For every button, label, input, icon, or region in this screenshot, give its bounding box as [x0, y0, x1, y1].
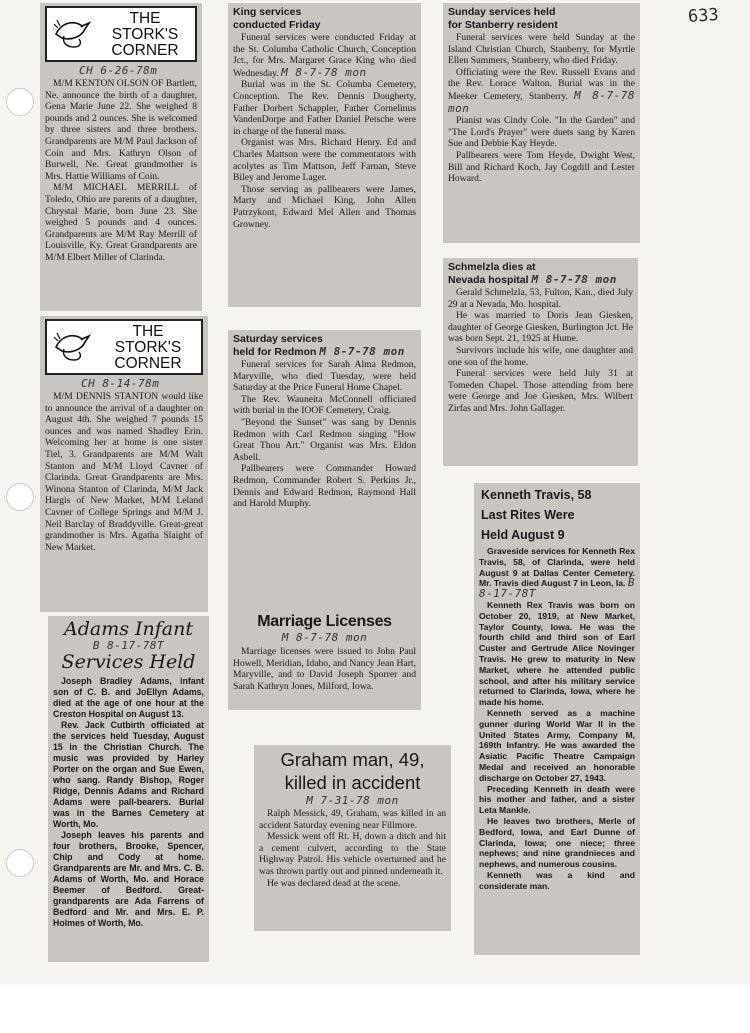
- article-paragraph: Pallbearers were Commander Howard Redmon, Commander Robert S. Perkins Jr., Dennis and Edward Redmon, Raymond Hall and Harold Murphy.: [233, 463, 416, 510]
- storks-corner-banner: [45, 6, 197, 62]
- headline: Saturday services held for Redmon M 8-7-78 mon: [233, 333, 405, 358]
- article-paragraph: He leaves two brothers, Merle of Bedford, Iowa, and Earl Dunne of Clarinda, Iowa; one niece; three nephews; and nine grandnieces and nephews, and numerous cousins.: [479, 815, 635, 870]
- clipping-schmelzla-obituary: [443, 258, 638, 466]
- handwritten-date: M 8-7-78 mon: [281, 65, 367, 79]
- clipping-stanberry-services: [443, 3, 640, 243]
- article-paragraph: Marriage licenses were issued to John Paul Howell, Meridian, Idaho, and Nancy Jean Hart, Maryville, and to David Joseph Sporrer and Sarah Kathryn Jones, Milford, Iowa.: [233, 646, 416, 692]
- handwritten-date: M 7-31-78 mon: [306, 794, 399, 807]
- article-paragraph: Gerald Schmelzla, 53, Fulton, Kan., died July 29 at a Nevada, Mo. hospital.: [448, 287, 633, 310]
- storks-corner-banner: [45, 319, 203, 375]
- article-paragraph: He was married to Doris Jean Giesken, daughter of George Giesken, Burlington Jct. He was born Sept. 21, 1925 at Hume.: [448, 310, 633, 345]
- binder-hole: [6, 483, 34, 511]
- article-paragraph: Preceding Kenneth in death were his mother and father, and a sister Leta Mankle.: [479, 783, 635, 816]
- headline: Adams Infant: [64, 618, 193, 640]
- article-paragraph: Pianist was Cindy Cole. "In the Garden" and "The Lord's Prayer" were duets sang by Karen Sue and Debbie Kay Heyde.: [448, 115, 635, 150]
- stork-icon: [52, 327, 92, 365]
- article-paragraph: Graveside services for Kenneth Rex Travis, 58, of Clarinda, were held August 9 at Dallas Center Cemetery. Mr. Travis died August 7 in Leon, Ia. B 8-17-78T: [479, 546, 636, 601]
- handwritten-date: CH 6-26-78m: [79, 64, 158, 77]
- handwritten-date: M 8-7-78 mon: [531, 272, 617, 286]
- headline: killed in accident: [284, 772, 421, 793]
- clipping-storks-corner-2: [40, 316, 208, 612]
- headline: Marriage Licenses: [257, 613, 392, 630]
- birth-announcement: M/M KENTON OLSON OF Bartlett, Ne. announce the birth of a daughter, Gena Marie June 22. She weighed 8 pounds and 2 ounces. She is welcomed by three sisters and three brothers. Grandparents are M/M Paul Jackson of Coin and Mrs. Kathryn Olson of Burwell, Ne. Great grandmother is Mrs. Hattie Williams of Coin.: [45, 78, 197, 182]
- clipping-king-services: [228, 3, 421, 307]
- article-paragraph: Funeral services were conducted Friday at the St. Columba Catholic Church, Conception Jct., for Mrs. Margaret Grace King who died Wednesday. M 8-7-78 mon: [233, 32, 416, 79]
- article-paragraph: Kenneth served as a machine gunner during World War II in the United States Army, Company M, 169th Infantry. He was awarded the Asiatic Pacific Theatre Campaign Medal and received an honorable discharge on October 27, 1943.: [479, 707, 635, 783]
- article-paragraph: "Beyond the Sunset" was sang by Dennis Redmon with Carl Redmon singing "How Great Thou Art." Organist was Mrs. Eldon Asbell.: [233, 416, 416, 463]
- page-bottom-margin: [0, 985, 750, 1033]
- article-paragraph: Kenneth Rex Travis was born on October 20, 1919, at New Market, Taylor County, Iowa. He was the fourth child and third son of Earl Custer and Gertrude Alice Novinger Travis. He grew to maturity in New Market, where he attended public school, and after his military service returned to Clarinda, Iowa, where he made his home.: [479, 599, 635, 708]
- headline: Schmelzla dies at Nevada hospital M 8-7-78 mon: [448, 261, 617, 286]
- article-paragraph: The Rev. Wauneita McConnell officiated with burial in the IOOF Cemetery, Craig.: [233, 393, 416, 417]
- birth-announcement: M/M DENNIS STANTON would like to announce the arrival of a daughter on August 4th. She weighed 7 pounds 15 ounces and was named Shadley Erin. Welcoming her at home is one sister Tiel, 3. Grandparents are M/M Walt Stanton and M/M Lloyd Cavner of Clarinda. Great Grandparents are Mrs. Winona Stanton of Clarinda, M/M Jack Hargis of New Market, M/M Leland Cavner of College Springs and M/M J. Neil Barclay of Braddyville. Great-great grandmother is Mrs. Agatha Slaight of New Market.: [45, 391, 203, 553]
- article-paragraph: Joseph Bradley Adams, infant son of C. B. and JoEllyn Adams, died at the age of one hour at the Creston Hospital on August 13.: [53, 676, 204, 719]
- page-number: 633: [687, 4, 720, 28]
- clipping-redmon-services: [228, 330, 421, 608]
- article-paragraph: Rev. Jack Cutbirth officiated at the services held Tuesday, August 15 in the Christian Church. The music was provided by Harley Porter on the organ and Sue Ewen, who sang. Randy Bishop, Roger Ridge, Dennis Adams and Richard Adams were pall-bearers. Burial was in the Barnes Cemetery at Worth, Mo.: [53, 720, 204, 829]
- handwritten-date: M 8-7-78 mon: [319, 344, 405, 358]
- headline: Services Held: [61, 651, 196, 673]
- headline: Graham man, 49,: [280, 749, 425, 770]
- article-paragraph: Burial was in the St. Columba Cemetery, Conception. The Rev. Dennis Dougherty, Father Dorbert Schappler, Father Cornelinus VandenDorpe and Father Daniel Petsche were in charge of the funeral mass.: [233, 79, 416, 137]
- clipping-graham-accident: [254, 745, 451, 931]
- article-paragraph: Funeral services were held July 31 at Tomeden Chapel. Those attending from here were George and Joe Giesken, Mrs. Wilbert Zirfas and Mrs. John Gallager.: [448, 368, 633, 414]
- clipping-kenneth-travis: [474, 483, 640, 955]
- article-paragraph: Messick went off Rt. H, down a ditch and hit a cement culvert, according to the State Highway Patrol. His vehicle overturned and he was thrown partly out and pinned underneath it.: [259, 831, 446, 877]
- article-paragraph: Funeral services for Sarah Alma Redmon, Maryville, who died Tuesday, were held Saturday at the Price Funeral Home Chapel.: [233, 359, 416, 394]
- clipping-adams-infant: [48, 616, 209, 962]
- handwritten-date: CH 8-14-78m: [81, 377, 160, 390]
- article-paragraph: Officiating were the Rev. Russell Evans and the Rev. Lorace Walton. Burial was in the Meeker Cemetery, Stanberry. M 8-7-78 mon: [448, 66, 635, 115]
- binder-hole: [6, 88, 34, 116]
- article-paragraph: Kenneth was a kind and considerate man.: [479, 869, 635, 891]
- birth-announcement: M/M MICHAEL MERRILL of Toledo, Ohio are parents of a daughter, Chrystal Marie, born June 23. She weighed 5 pounds and 4 ounces. Grandparents are M/M Ray Merrill of Louisville, Ky. Great Grandparents are M/M Elbert Miller of Clarinda.: [45, 182, 197, 263]
- handwritten-date: M 8-7-78 mon: [448, 88, 635, 115]
- headline: King services conducted Friday: [233, 6, 321, 31]
- headline: Last Rites Were: [481, 508, 575, 522]
- article-paragraph: Funeral services were held Sunday at the Island Christian Church, Stanberry, for Myrtle Ellen Summers, Stanberry, who died Friday.: [448, 32, 635, 67]
- article-paragraph: Organist was Mrs. Richard Henry. Ed and Charles Mattson were the commentators with acolytes as Tim Mattson, Jeff Farnan, Steve Biley and Jerome Lager.: [233, 137, 416, 184]
- article-paragraph: He was declared dead at the scene.: [267, 877, 401, 889]
- handwritten-date: B 8-17-78T: [92, 639, 165, 652]
- clipping-marriage-licenses: [228, 608, 421, 710]
- headline: Sunday services held for Stanberry resident: [448, 6, 558, 31]
- article-paragraph: Ralph Messick, 49, Graham, was killed in an accident Saturday evening near Fillmore.: [259, 808, 446, 831]
- clipping-storks-corner-1: [40, 3, 202, 311]
- binder-hole: [6, 849, 34, 877]
- headline: Held August 9: [481, 528, 565, 542]
- article-paragraph: Those serving as pallbearers were James, Marty and Michael King, John Allen Patrzykont, Edward Mel Allen and Thomas Growney.: [233, 183, 416, 230]
- headline: Kenneth Travis, 58: [481, 488, 592, 502]
- storks-corner-title: THE STORK'S CORNER: [111, 10, 179, 59]
- article-paragraph: Joseph leaves his parents and four brothers, Brooke, Spencer, Chip and Cody at home. Grandparents are Mr. and Mrs. C. B. Adams of Worth, Mo. and Horace Beemer of Bedford. Great-grandparents are Ada Farrens of Bedford and Mr. and Mrs. E. P. Holmes of Worth, Mo.: [53, 830, 204, 928]
- stork-icon: [52, 14, 92, 52]
- storks-corner-title: THE STORK'S CORNER: [114, 323, 182, 372]
- article-paragraph: Survivors include his wife, one daughter and one son of the home.: [448, 344, 633, 368]
- handwritten-date: B 8-17-78T: [479, 576, 636, 601]
- article-paragraph: Pallbearers were Tom Heyde, Dwight West, Bill and Richard Koch, Jay Cogdill and Lester Howard.: [448, 149, 635, 185]
- handwritten-date: M 8-7-78 mon: [281, 631, 368, 644]
